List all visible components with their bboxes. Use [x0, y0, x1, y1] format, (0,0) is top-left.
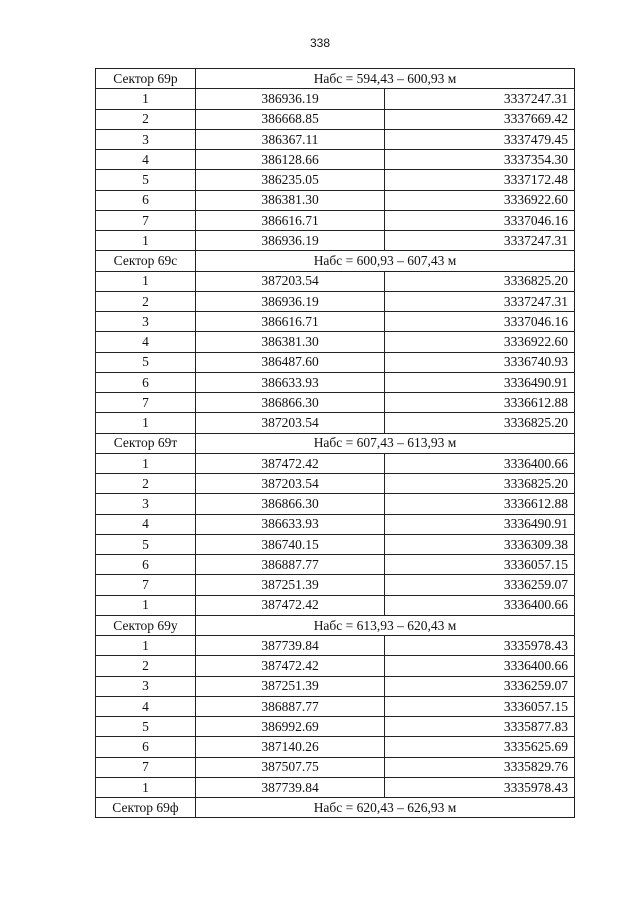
y-coordinate-cell: 3336057.15 — [385, 555, 575, 575]
table-row — [96, 555, 575, 575]
point-number-cell: 3 — [96, 494, 196, 514]
point-number-cell: 4 — [96, 514, 196, 534]
sector-header-row — [96, 251, 575, 271]
x-coordinate-cell: 387739.84 — [196, 777, 385, 797]
table-row — [96, 474, 575, 494]
point-number-cell: 6 — [96, 372, 196, 392]
x-coordinate-cell: 386936.19 — [196, 231, 385, 251]
table-row — [96, 393, 575, 413]
table-row — [96, 332, 575, 352]
y-coordinate-cell: 3336922.60 — [385, 332, 575, 352]
table-row — [96, 636, 575, 656]
y-coordinate-cell: 3336057.15 — [385, 696, 575, 716]
x-coordinate-cell: 386936.19 — [196, 89, 385, 109]
y-coordinate-cell: 3336400.66 — [385, 453, 575, 473]
x-coordinate-cell: 386487.60 — [196, 352, 385, 372]
sector-height-range: Набс = 613,93 – 620,43 м — [196, 615, 575, 635]
x-coordinate-cell: 387251.39 — [196, 676, 385, 696]
x-coordinate-cell: 386668.85 — [196, 109, 385, 129]
y-coordinate-cell: 3335877.83 — [385, 717, 575, 737]
point-number-cell: 4 — [96, 696, 196, 716]
x-coordinate-cell: 387472.42 — [196, 656, 385, 676]
x-coordinate-cell: 387472.42 — [196, 595, 385, 615]
table-row — [96, 170, 575, 190]
table-row — [96, 413, 575, 433]
y-coordinate-cell: 3335829.76 — [385, 757, 575, 777]
table-row — [96, 231, 575, 251]
x-coordinate-cell: 387203.54 — [196, 271, 385, 291]
coordinates-table — [95, 68, 575, 818]
x-coordinate-cell: 386616.71 — [196, 312, 385, 332]
table-row — [96, 89, 575, 109]
y-coordinate-cell: 3336400.66 — [385, 656, 575, 676]
table-row — [96, 777, 575, 797]
table-row — [96, 514, 575, 534]
table-row — [96, 717, 575, 737]
point-number-cell: 6 — [96, 555, 196, 575]
table-row — [96, 190, 575, 210]
y-coordinate-cell: 3336922.60 — [385, 190, 575, 210]
table-row — [96, 291, 575, 311]
sector-name: Сектор 69ф — [96, 798, 196, 818]
x-coordinate-cell: 387472.42 — [196, 453, 385, 473]
sector-name: Сектор 69р — [96, 69, 196, 89]
table-row — [96, 494, 575, 514]
y-coordinate-cell: 3337172.48 — [385, 170, 575, 190]
page-number: 338 — [309, 36, 331, 50]
y-coordinate-cell: 3336490.91 — [385, 372, 575, 392]
sector-height-range: Набс = 620,43 – 626,93 м — [196, 798, 575, 818]
point-number-cell: 2 — [96, 291, 196, 311]
sector-header-row — [96, 615, 575, 635]
y-coordinate-cell: 3337247.31 — [385, 231, 575, 251]
y-coordinate-cell: 3335978.43 — [385, 777, 575, 797]
x-coordinate-cell: 386128.66 — [196, 150, 385, 170]
table-row — [96, 737, 575, 757]
y-coordinate-cell: 3336490.91 — [385, 514, 575, 534]
sector-name: Сектор 69т — [96, 433, 196, 453]
sector-header-row — [96, 69, 575, 89]
point-number-cell: 7 — [96, 575, 196, 595]
table-row — [96, 453, 575, 473]
y-coordinate-cell: 3337479.45 — [385, 129, 575, 149]
y-coordinate-cell: 3336825.20 — [385, 474, 575, 494]
point-number-cell: 4 — [96, 150, 196, 170]
x-coordinate-cell: 386866.30 — [196, 393, 385, 413]
x-coordinate-cell: 386936.19 — [196, 291, 385, 311]
x-coordinate-cell: 386887.77 — [196, 555, 385, 575]
sector-height-range: Набс = 594,43 – 600,93 м — [196, 69, 575, 89]
y-coordinate-cell: 3336309.38 — [385, 534, 575, 554]
x-coordinate-cell: 386616.71 — [196, 210, 385, 230]
y-coordinate-cell: 3337046.16 — [385, 210, 575, 230]
x-coordinate-cell: 387140.26 — [196, 737, 385, 757]
y-coordinate-cell: 3335625.69 — [385, 737, 575, 757]
x-coordinate-cell: 387507.75 — [196, 757, 385, 777]
point-number-cell: 1 — [96, 777, 196, 797]
x-coordinate-cell: 386633.93 — [196, 514, 385, 534]
sector-height-range: Набс = 607,43 – 613,93 м — [196, 433, 575, 453]
x-coordinate-cell: 386235.05 — [196, 170, 385, 190]
point-number-cell: 1 — [96, 231, 196, 251]
table-row — [96, 696, 575, 716]
y-coordinate-cell: 3337354.30 — [385, 150, 575, 170]
point-number-cell: 1 — [96, 413, 196, 433]
point-number-cell: 6 — [96, 737, 196, 757]
x-coordinate-cell: 386381.30 — [196, 190, 385, 210]
sector-name: Сектор 69с — [96, 251, 196, 271]
y-coordinate-cell: 3337046.16 — [385, 312, 575, 332]
y-coordinate-cell: 3337669.42 — [385, 109, 575, 129]
y-coordinate-cell: 3336740.93 — [385, 352, 575, 372]
point-number-cell: 3 — [96, 312, 196, 332]
table-row — [96, 129, 575, 149]
y-coordinate-cell: 3336612.88 — [385, 494, 575, 514]
point-number-cell: 2 — [96, 109, 196, 129]
y-coordinate-cell: 3336612.88 — [385, 393, 575, 413]
x-coordinate-cell: 386992.69 — [196, 717, 385, 737]
y-coordinate-cell: 3336825.20 — [385, 271, 575, 291]
x-coordinate-cell: 386740.15 — [196, 534, 385, 554]
point-number-cell: 7 — [96, 757, 196, 777]
table-row — [96, 312, 575, 332]
point-number-cell: 1 — [96, 271, 196, 291]
point-number-cell: 5 — [96, 534, 196, 554]
table-row — [96, 656, 575, 676]
table-row — [96, 150, 575, 170]
table-row — [96, 757, 575, 777]
table-row — [96, 676, 575, 696]
point-number-cell: 1 — [96, 89, 196, 109]
point-number-cell: 5 — [96, 170, 196, 190]
x-coordinate-cell: 386367.11 — [196, 129, 385, 149]
point-number-cell: 7 — [96, 393, 196, 413]
sector-name: Сектор 69у — [96, 615, 196, 635]
table-row — [96, 372, 575, 392]
point-number-cell: 1 — [96, 636, 196, 656]
point-number-cell: 3 — [96, 129, 196, 149]
point-number-cell: 4 — [96, 332, 196, 352]
x-coordinate-cell: 386633.93 — [196, 372, 385, 392]
point-number-cell: 5 — [96, 717, 196, 737]
table-row — [96, 210, 575, 230]
y-coordinate-cell: 3337247.31 — [385, 89, 575, 109]
table-row — [96, 109, 575, 129]
point-number-cell: 3 — [96, 676, 196, 696]
point-number-cell: 2 — [96, 474, 196, 494]
sector-header-row — [96, 798, 575, 818]
point-number-cell: 1 — [96, 453, 196, 473]
x-coordinate-cell: 387203.54 — [196, 413, 385, 433]
x-coordinate-cell: 387251.39 — [196, 575, 385, 595]
point-number-cell: 2 — [96, 656, 196, 676]
table-row — [96, 534, 575, 554]
x-coordinate-cell: 387203.54 — [196, 474, 385, 494]
point-number-cell: 1 — [96, 595, 196, 615]
point-number-cell: 6 — [96, 190, 196, 210]
table-row — [96, 352, 575, 372]
x-coordinate-cell: 386866.30 — [196, 494, 385, 514]
x-coordinate-cell: 386381.30 — [196, 332, 385, 352]
table-row — [96, 595, 575, 615]
x-coordinate-cell: 386887.77 — [196, 696, 385, 716]
coordinates-table-body — [96, 69, 575, 818]
table-row — [96, 575, 575, 595]
point-number-cell: 5 — [96, 352, 196, 372]
sector-height-range: Набс = 600,93 – 607,43 м — [196, 251, 575, 271]
x-coordinate-cell: 387739.84 — [196, 636, 385, 656]
y-coordinate-cell: 3337247.31 — [385, 291, 575, 311]
table-row — [96, 271, 575, 291]
y-coordinate-cell: 3335978.43 — [385, 636, 575, 656]
y-coordinate-cell: 3336259.07 — [385, 575, 575, 595]
y-coordinate-cell: 3336259.07 — [385, 676, 575, 696]
y-coordinate-cell: 3336825.20 — [385, 413, 575, 433]
sector-header-row — [96, 433, 575, 453]
point-number-cell: 7 — [96, 210, 196, 230]
y-coordinate-cell: 3336400.66 — [385, 595, 575, 615]
